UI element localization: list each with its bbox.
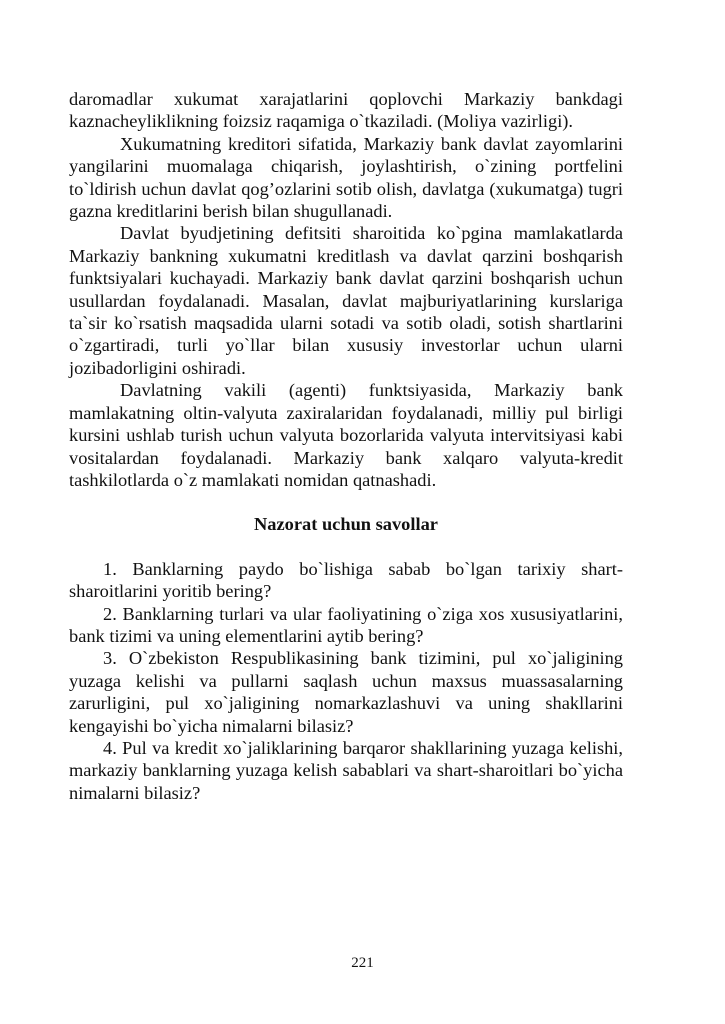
paragraph-government-creditor: Xukumatning kreditori sifatida, Markaziy bank davlat zayomlarini yangilarini muomalaga chiqarish, joylashtirish, o`zining portfelini to`ldirish uchun davlat qog’ozlarini sotib olish, davlatga (xukumatga) tugri gazna kreditlarini berish bilan shugullanadi.	[69, 133, 623, 222]
question-item: 3. O`zbekiston Respublikasining bank tizimini, pul xo`jaligining yuzaga kelishi va pullarni saqlash uchun maxsus muassasalarning zarurligini, pul xo`jaligining nomarkazlashuvi va uning shakllarini kengayishi bo`yicha nimalarni bilasiz?	[69, 648, 623, 736]
page-body	[69, 88, 623, 804]
question-list	[69, 558, 623, 804]
page-number: 221	[351, 955, 374, 971]
question-item: 4. Pul va kredit xo`jaliklarining barqaror shakllarining yuzaga kelishi, markaziy banklarning yuzaga kelish sabablari va shart-sharoitlari bo`yicha nimalarni bilasiz?	[69, 737, 623, 803]
paragraph-budget-deficit: Davlat byudjetining defitsiti sharoitida ko`pgina mamlakatlarda Markaziy bankning xukumatni kreditlash va davlat qarzini boshqarish funktsiyalari kuchayadi. Markaziy bank davlat qarzini boshqarish uchun usullardan foydalanadi. Masalan, davlat majburiyatlarining kurslariga ta`sir ko`rsatish maqsadida ularni sotadi va sotib oladi, sotish shartlarini o`zgartiradi, turli yo`llar bilan xususiy investorlar uchun ularni jozibadorligini oshiradi.	[69, 223, 623, 378]
paragraph-state-agent: Davlatning vakili (agenti) funktsiyasida, Markaziy bank mamlakatning oltin-valyuta zaxiralaridan foydalanadi, milliy pul birligi kursini ushlab turish uchun valyuta bozorlarida valyuta intervitsiyasi kabi vositalardan foydalanadi. Markaziy bank xalqaro valyuta-kredit tashkilotlarda o`z mamlakati nomidan qatnashadi.	[69, 380, 623, 490]
section-heading: Nazorat uchun savollar	[254, 514, 438, 535]
paragraph-continuation: daromadlar xukumat xarajatlarini qoplovchi Markaziy bankdagi kaznacheyliklikning foizsiz raqamiga o`tkaziladi. (Moliya vazirligi).	[69, 89, 623, 132]
question-item: 2. Banklarning turlari va ular faoliyatining o`ziga xos xususiyatlarini, bank tizimi va uning elementlarini aytib bering?	[69, 603, 623, 646]
question-item: 1. Banklarning paydo bo`lishiga sabab bo`lgan tarixiy shart-sharoitlarini yoritib bering?	[69, 558, 623, 602]
